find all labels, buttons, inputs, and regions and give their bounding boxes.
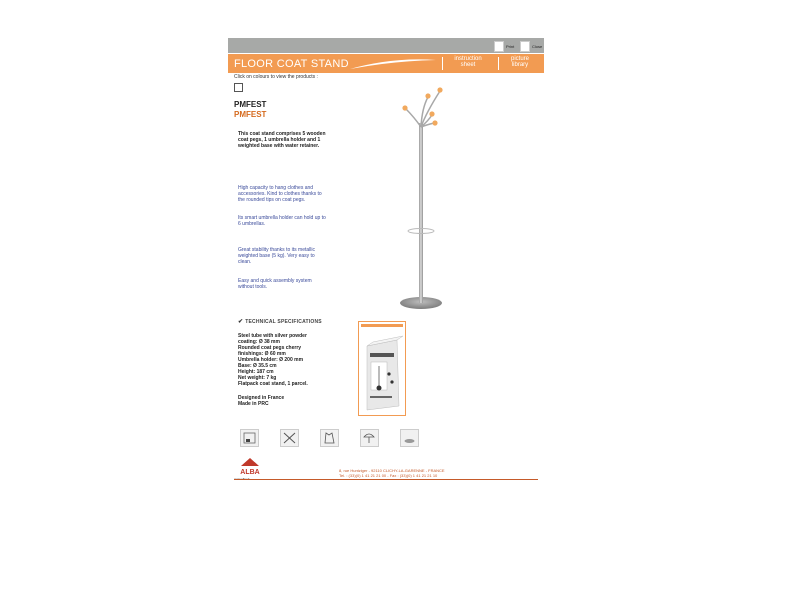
spec-line: Rounded coat pegs cherry <box>238 345 302 351</box>
designed-in: Designed in France <box>238 395 285 401</box>
instruction-sheet-link[interactable] <box>448 56 488 68</box>
close-button[interactable] <box>520 41 542 52</box>
feature-text: Great stability thanks to its metallic weighted base (5 kg). Very easy to clean. <box>238 247 315 265</box>
link-line: picture <box>510 56 529 62</box>
product-sheet <box>228 38 544 482</box>
top-toolbar <box>228 38 544 53</box>
colour-swatch[interactable] <box>234 83 243 92</box>
close-label: Close <box>532 44 543 49</box>
product-intro: This coat stand comprises 5 wooden coat pegs, 1 umbrella holder and 1 weighted base with water retainer. <box>238 131 326 149</box>
origin-info <box>238 395 284 407</box>
title-banner <box>228 54 544 73</box>
colours-hint: Click on colours to view the products : <box>234 74 318 80</box>
product-code: PMFEST <box>234 100 267 109</box>
specs-heading <box>238 318 322 325</box>
coat-capacity-icon <box>320 429 339 447</box>
specs-list <box>238 333 343 387</box>
umbrella-capacity-icon-graphic <box>361 430 378 446</box>
checkmark-icon: ✔ <box>238 319 244 325</box>
link-line: library <box>511 62 529 68</box>
spec-line: coating: Ø 38 mm <box>238 339 280 345</box>
feature-text: High capacity to hang clothes and accessories. Kind to clothes thanks to the rounded tips on coat pegs. <box>238 185 322 203</box>
spec-line: Height: 187 cm <box>238 369 274 375</box>
contact-line: Tel. : (33)(0) 1 41 21 21 00 - Fax : (33)(0) 1 41 21 21 10 <box>339 473 438 478</box>
banner-separator <box>498 57 499 70</box>
coat-capacity-icon-graphic <box>321 430 338 446</box>
made-in: Made in PRC <box>238 401 269 407</box>
product-code-secondary: PMFEST <box>234 110 267 119</box>
spec-line: Net weight: 7 kg <box>238 375 277 381</box>
specs-heading-label: TECHNICAL SPECIFICATIONS <box>245 318 322 325</box>
feature-text: Easy and quick assembly system without tools. <box>238 278 312 290</box>
alba-logo <box>235 456 265 476</box>
swoosh-decoration <box>348 57 438 71</box>
footer-divider <box>234 479 538 480</box>
no-tools-icon-graphic <box>281 430 298 446</box>
spec-line: Umbrella holder: Ø 200 mm <box>238 357 304 363</box>
no-tools-icon <box>280 429 299 447</box>
address-line: 8, rue Huntziger - 92110 CLICHY-LA-GARENNE - FRANCE <box>339 468 445 473</box>
picture-library-link[interactable] <box>502 56 538 68</box>
packaging-image <box>358 321 406 416</box>
spec-line: Flatpack coat stand, 1 parcel. <box>238 381 308 387</box>
spec-line: Steel tube with silver powder <box>238 333 307 339</box>
dimensions-icon <box>240 429 259 447</box>
spec-line: finishings: Ø 60 mm <box>238 351 286 357</box>
dimensions-icon-graphic <box>241 430 258 446</box>
spec-line: Base: Ø 35.5 cm <box>238 363 277 369</box>
print-icon <box>494 41 504 52</box>
company-address <box>339 468 445 478</box>
link-line: sheet <box>460 62 476 68</box>
page-title: FLOOR COAT STAND <box>234 58 349 70</box>
print-label: Print <box>506 44 515 49</box>
print-button[interactable] <box>494 41 514 52</box>
weight-icon-graphic <box>401 430 418 446</box>
svg-text:ALBA: ALBA <box>240 469 260 476</box>
weight-icon <box>400 429 419 447</box>
coat-stand-image <box>398 83 468 313</box>
banner-separator <box>442 57 443 70</box>
close-icon <box>520 41 530 52</box>
feature-text: Its smart umbrella holder can hold up to 6 umbrellas. <box>238 215 326 227</box>
link-line: instruction <box>454 56 482 62</box>
umbrella-capacity-icon <box>360 429 379 447</box>
box-illustration <box>359 322 405 415</box>
